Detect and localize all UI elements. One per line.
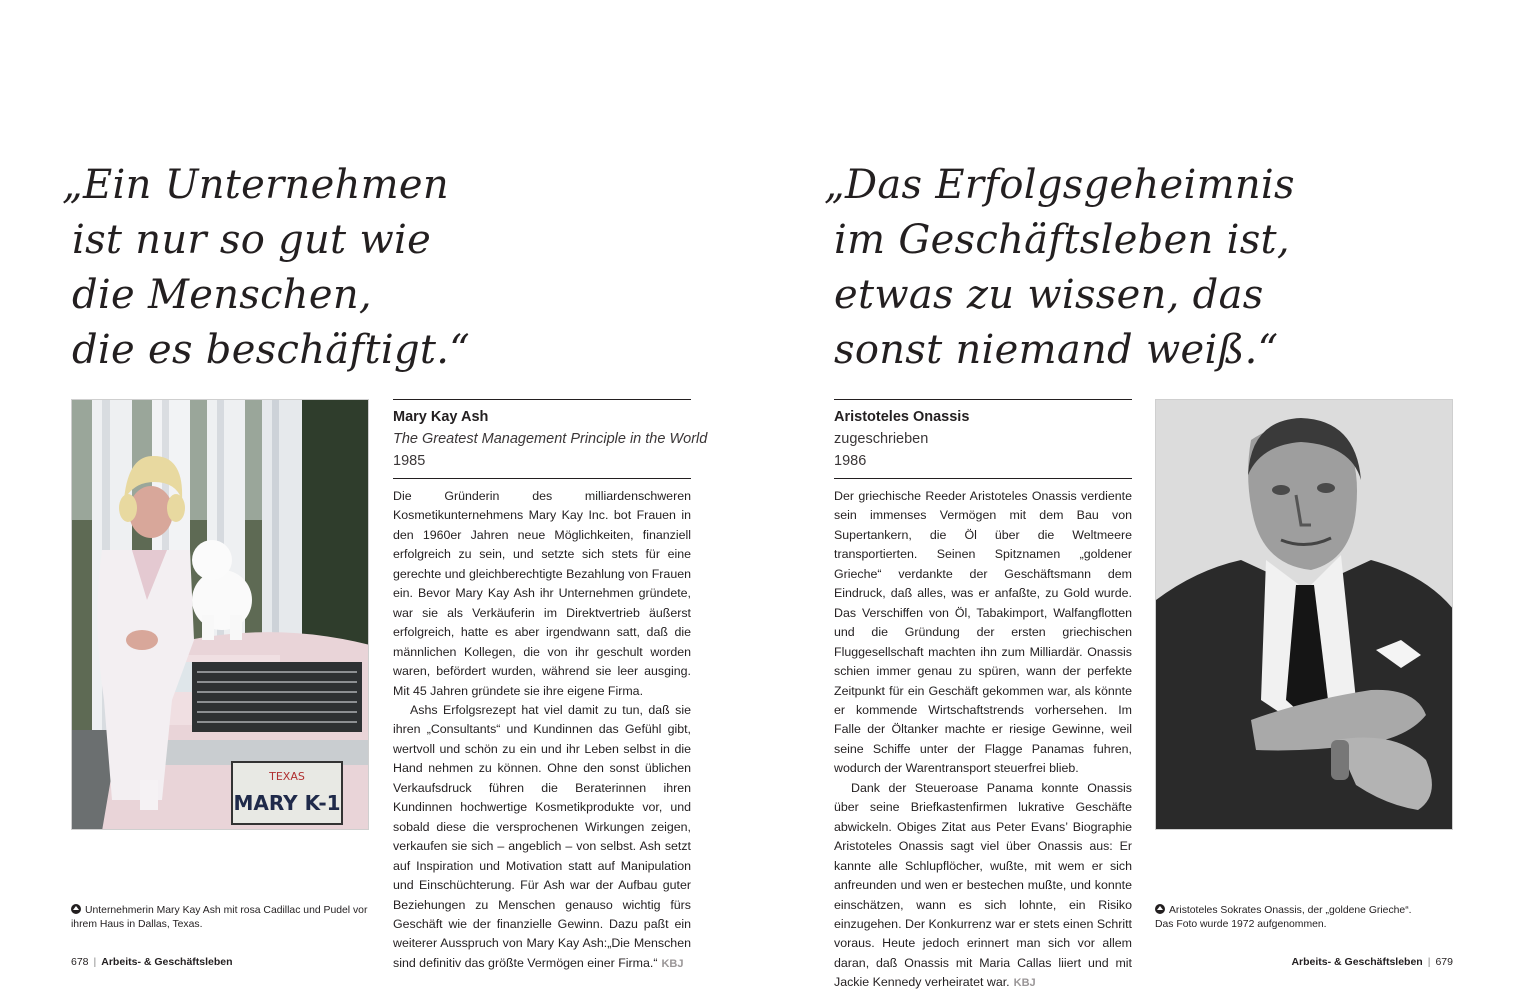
right-rule-bottom xyxy=(834,478,1132,479)
plate-state: TEXAS xyxy=(269,770,305,783)
right-rule-top xyxy=(834,399,1132,400)
right-body-text xyxy=(834,487,1132,994)
right-author: Aristoteles Onassis xyxy=(834,409,970,425)
right-source: zugeschrieben xyxy=(834,431,929,447)
left-section-title: Arbeits- & Geschäftsleben xyxy=(101,956,233,968)
quote-line: etwas zu wissen, das xyxy=(834,272,1264,318)
left-rule-bottom xyxy=(393,478,691,479)
left-body-text xyxy=(393,487,691,974)
caption-arrow-up-icon xyxy=(71,904,81,914)
quote-line: die Menschen, xyxy=(72,272,372,318)
right-paragraph-2 xyxy=(834,779,1132,994)
mary-kay-ash-photo xyxy=(71,399,369,830)
quote-line: „Das Erfolgsgeheimnis xyxy=(824,162,1295,208)
left-paragraph-1: Die Gründerin des milliardenschweren Kosmetikunternehmens Mary Kay Inc. bot Frauen in den 1960er Jahren neue Möglichkeiten, finanziell erfolgreich zu sein, und setzte sich stets für eine gerechte und gleichberechtigte Bezahlung von Frauen ein. Bevor Mary Kay Ash ihr Unternehmen gründete, war sie als Verkäuferin im Direktvertrieb äußerst erfolgreich, hatte es aber irgendwann satt, daß die männlichen Kollegen, die von ihr geschult worden waren, befördert wurden, während sie leer ausging. Mit 45 Jahren gründete sie ihre eigene Firma. xyxy=(393,489,691,698)
quote-line: im Geschäftsleben ist, xyxy=(834,217,1290,263)
right-paragraph-1: Der griechische Reeder Aristoteles Onassis verdiente sein immenses Vermögen mit dem Bau von Supertankern, die Öl über die Weltmeere transportierten. Seinen Spitznamen „goldener Grieche“ verdankte der Geschäftsmann dem Eindruck, daß alles, was er anfaßte, zu Gold wurde. Das Verschiffen von Öl, Tabakimport, Walfangflotten und die Gründung der ersten griechischen Fluggesellschaft machten ihn zum Milliardär. Onassis schien immer genau zu spüren, wann der perfekte Zeitpunkt für ein Geschäft gekommen war, als könnte er kommende Wirtschaftstrends vorhersehen. Im Falle der Öltanker machte er riesige Gewinne, weil seine Schiffe unter der Flagge Panamas fuhren, wodurch der Warentransport steuerfrei blieb. xyxy=(834,489,1132,776)
footer-separator: | xyxy=(93,956,97,968)
right-section-title: Arbeits- & Geschäftsleben xyxy=(1291,956,1423,968)
left-source: The Greatest Management Principle in the World xyxy=(393,431,708,447)
right-caption xyxy=(1155,903,1453,932)
right-quote xyxy=(824,158,1295,378)
left-rule-top xyxy=(393,399,691,400)
right-caption-line-1: Aristoteles Sokrates Onassis, der „goldene Grieche“. xyxy=(1169,905,1412,916)
quote-line: die es beschäftigt.“ xyxy=(72,327,471,373)
left-paragraph-2 xyxy=(393,701,691,974)
right-paragraph-2-text: Dank der Steueroase Panama konnte Onassis über seine Briefkastenfirmen lukrative Geschäfte abwickeln. Obiges Zitat aus Peter Evans’ Biographie Aristoteles Onassis sagt viel über Onassis aus: Er kannte alle Schlupflöcher, wußte, mit wem er sich anfreunden und wen er bestechen mußte, und konnte einschätzen, wann es sich lohnte, ein Risiko einzugehen. Der Konkurrenz war er stets einen Schritt voraus. Heute jedoch erinnert man sich vor allem daran, daß Onassis mit Maria Callas liiert und mit Jackie Kennedy verheiratet war. xyxy=(834,780,1132,990)
left-author: Mary Kay Ash xyxy=(393,409,489,425)
right-year: 1986 xyxy=(834,453,867,469)
left-year: 1985 xyxy=(393,453,426,469)
left-caption-text: Unternehmerin Mary Kay Ash mit rosa Cadillac und Pudel vor ihrem Haus in Dallas, Texas. xyxy=(71,905,368,930)
right-footer xyxy=(1291,955,1453,969)
quote-line: „Ein Unternehmen xyxy=(62,162,449,208)
caption-arrow-up-icon xyxy=(1155,904,1165,914)
left-page-number: 678 xyxy=(71,956,89,968)
right-author-initials: KBJ xyxy=(1013,977,1036,990)
footer-separator: | xyxy=(1427,956,1431,968)
right-caption-line-2: Das Foto wurde 1972 aufgenommen. xyxy=(1155,919,1327,930)
quote-line: ist nur so gut wie xyxy=(72,217,432,263)
aristoteles-onassis-photo xyxy=(1155,399,1453,830)
left-paragraph-2-text: Ashs Erfolgsrezept hat viel damit zu tun, daß sie ihren „Consultants“ und Kundinnen das Gefühl gibt, wertvoll und schön zu ein und ihr Leben selbst in die Hand nehmen zu können. Ohne den sonst üblichen Verkaufsdruck führen die Beraterinnen ihren Kundinnen hochwertige Kosmetikprodukte vor, und sobald diese die versprochenen Wirkungen zeigen, verkaufen sie sich – angeblich – von selbst. Ash setzt auf Inspiration und Motivation statt auf Manipulation und Einschüchterung. Für Ash war der Aufbau guter Beziehungen zu Menschen genauso wichtig fürs Geschäft wie der finanzielle Gewinn. Dazu paßt ein weiterer Ausspruch von Mary Kay Ash:„Die Menschen sind definitiv das größte Vermögen einer Firma.“ xyxy=(393,702,691,970)
left-author-initials: KBJ xyxy=(661,957,684,970)
left-caption xyxy=(71,903,369,932)
left-quote xyxy=(62,158,470,378)
plate-text: MARY K-1 xyxy=(233,791,341,815)
quote-line: sonst niemand weiß.“ xyxy=(834,327,1279,373)
right-page-number: 679 xyxy=(1435,956,1453,968)
left-footer xyxy=(71,955,233,969)
